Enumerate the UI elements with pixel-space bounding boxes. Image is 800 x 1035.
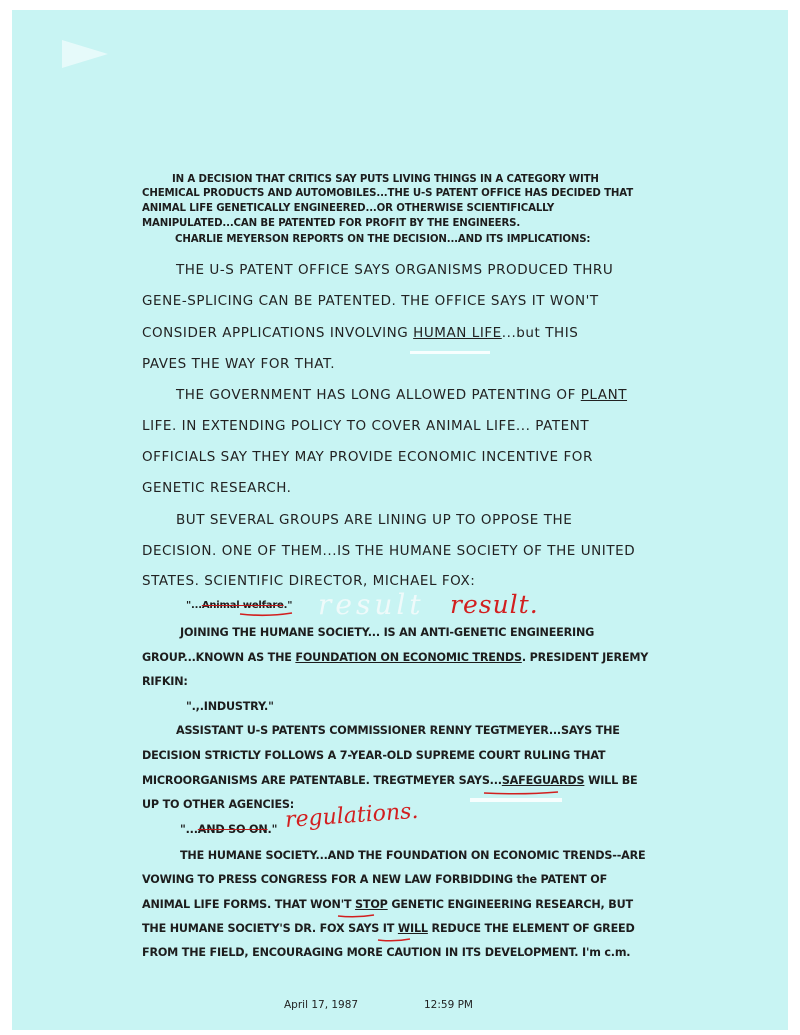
intro-line-1: IN A DECISION THAT CRITICS SAY PUTS LIVING THINGS IN A CATEGORY WITH: [172, 174, 599, 185]
handwritten-regulations: regulations.: [284, 798, 420, 833]
p5-line-4: UP TO OTHER AGENCIES:: [142, 798, 295, 811]
p3-line-3: STATES. SCIENTIFIC DIRECTOR, MICHAEL FOX:: [142, 573, 476, 589]
intro-line-2: CHEMICAL PRODUCTS AND AUTOMOBILES...THE U-S PATENT OFFICE HAS DECIDED THAT: [142, 188, 633, 199]
intro-line-4: MANIPULATED...CAN BE PATENTED FOR PROFIT BY THE ENGINEERS.: [142, 218, 521, 229]
p2-line-3: OFFICIALS SAY THEY MAY PROVIDE ECONOMIC INCENTIVE FOR: [142, 449, 593, 465]
footer-time: 12:59 PM: [424, 999, 473, 1011]
p6-line-1: THE HUMANE SOCIETY...AND THE FOUNDATION ON ECONOMIC TRENDS--ARE: [180, 849, 646, 862]
quote-3: "...AND SO ON.": [180, 823, 278, 836]
p2-line-1: THE GOVERNMENT HAS LONG ALLOWED PATENTING OF PLANT: [176, 387, 628, 403]
p4-line-2: GROUP...KNOWN AS THE FOUNDATION ON ECONOMIC TRENDS. PRESIDENT JEREMY: [142, 651, 649, 664]
red-pen-underline-4: [376, 937, 412, 943]
white-highlight-streak: [410, 351, 490, 354]
p2-line-2: LIFE. IN EXTENDING POLICY TO COVER ANIMAL LIFE... PATENT: [142, 418, 590, 434]
red-pen-underline-2: [482, 790, 560, 796]
p6-line-2: VOWING TO PRESS CONGRESS FOR A NEW LAW FORBIDDING the PATENT OF: [142, 873, 608, 886]
quote-1: "...Animal welfare.": [186, 600, 293, 611]
p2-line-4: GENETIC RESEARCH.: [142, 480, 292, 496]
quote-2: ".,.INDUSTRY.": [186, 700, 274, 713]
p1-line-2: GENE-SPLICING CAN BE PATENTED. THE OFFICE SAYS IT WON'T: [142, 293, 599, 309]
p6-line-5: FROM THE FIELD, ENCOURAGING MORE CAUTION IN ITS DEVELOPMENT. I'm c.m.: [142, 946, 631, 959]
p1-line-1: THE U-S PATENT OFFICE SAYS ORGANISMS PRODUCED THRU: [176, 262, 614, 278]
red-pen-underline-1: [238, 611, 294, 617]
p4-line-3: RIFKIN:: [142, 675, 188, 688]
p5-line-2: DECISION STRICTLY FOLLOWS A 7-YEAR-OLD SUPREME COURT RULING THAT: [142, 749, 606, 762]
red-pen-underline-3: [336, 913, 376, 919]
p1-line-4: PAVES THE WAY FOR THAT.: [142, 356, 336, 372]
footer-date: April 17, 1987: [284, 999, 359, 1011]
intro-line-5: CHARLIE MEYERSON REPORTS ON THE DECISION...AND ITS IMPLICATIONS:: [175, 234, 591, 245]
struck-outcue-2: AND SO ON: [197, 823, 268, 836]
p3-line-2: DECISION. ONE OF THEM...IS THE HUMANE SOCIETY OF THE UNITED: [142, 543, 636, 559]
white-highlight-streak-2: [470, 798, 562, 802]
p5-line-1: ASSISTANT U-S PATENTS COMMISSIONER RENNY TEGTMEYER...SAYS THE: [176, 724, 620, 737]
intro-line-3: ANIMAL LIFE GENETICALLY ENGINEERED...OR OTHERWISE SCIENTIFICALLY: [142, 203, 555, 214]
p6-line-3: ANIMAL LIFE FORMS. THAT WON'T STOP GENETIC ENGINEERING RESEARCH, BUT: [142, 898, 633, 911]
struck-outcue: Animal welfare: [201, 600, 284, 611]
p5-line-3: MICROORGANISMS ARE PATENTABLE. TREGTMEYER SAYS...SAFEGUARDS WILL BE: [142, 774, 638, 787]
p4-line-1: JOINING THE HUMANE SOCIETY... IS AN ANTI-GENETIC ENGINEERING: [180, 626, 595, 639]
folded-corner: [62, 40, 108, 68]
faint-handwriting-result: result: [318, 588, 425, 621]
handwritten-result: result.: [450, 590, 539, 619]
p3-line-1: BUT SEVERAL GROUPS ARE LINING UP TO OPPOSE THE: [176, 512, 573, 528]
p6-line-4: THE HUMANE SOCIETY'S DR. FOX SAYS IT WILL REDUCE THE ELEMENT OF GREED: [142, 922, 635, 935]
p1-line-3: CONSIDER APPLICATIONS INVOLVING HUMAN LIFE...but THIS: [142, 325, 579, 341]
